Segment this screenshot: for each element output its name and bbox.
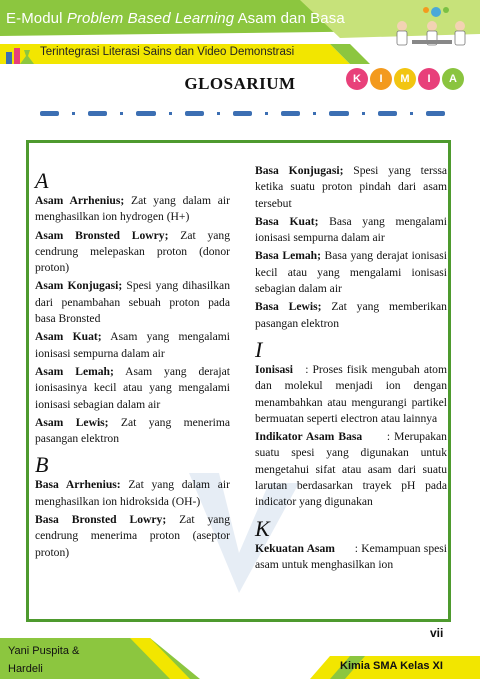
- glossary-definition: Spesi yang dihasilkan dari penambahan sebuah proton pada basa Bronsted: [35, 279, 233, 326]
- badge-letter: A: [442, 68, 464, 90]
- glossary-entry: [255, 362, 450, 427]
- glossary-term: Asam Konjugasi;: [35, 279, 123, 293]
- badge-letter: I: [370, 68, 392, 90]
- author-line-2: Hardeli: [8, 663, 43, 675]
- glossary-term: Asam Arrhenius;: [35, 194, 125, 207]
- glossary-definition: : Kemampuan spesi asam untuk menghasilkan ion: [255, 541, 450, 571]
- glossary-definition: : Merupakan suatu spesi yang digunakan untuk mengetahui sifat atau asam dari suatu larutan berdasarkan trayek pH pada indicator yang digunakan: [255, 430, 450, 509]
- glossary-definition: Zat yang cendrung melepaskan proton (donor proton): [35, 228, 233, 275]
- glossary-term: Asam Kuat;: [35, 330, 102, 344]
- glossary-column-left: [35, 143, 233, 563]
- glossary-term: Indikator Asam Basa: [255, 430, 363, 444]
- glossary-term: Asam Lemah;: [35, 364, 114, 378]
- glossary-term: Basa Konjugasi;: [255, 164, 344, 177]
- glossary-entry: [35, 329, 233, 362]
- glossary-term: Kekuatan Asam: [255, 541, 335, 555]
- glossary-term: Ionisasi: [255, 362, 294, 376]
- dash-separator: [40, 111, 445, 117]
- badge-letter: I: [418, 68, 440, 90]
- section-letter: B: [35, 452, 49, 478]
- glossary-term: Basa Arrhenius:: [35, 478, 121, 492]
- glossary-definition: Zat yang cendrung menerima proton (aseptor proton): [35, 513, 233, 559]
- glossary-entry: [35, 364, 233, 413]
- kimia-badge: [346, 68, 464, 88]
- section-letter: I: [255, 336, 263, 362]
- glossary-entry: [35, 193, 233, 226]
- glossary-term: Basa Lewis;: [255, 300, 322, 314]
- section-letter: K: [255, 515, 270, 541]
- glossary-term: Asam Lewis;: [35, 415, 109, 429]
- glossary-column-right: [255, 143, 450, 575]
- glossary-definition: : Proses fisik mengubah atom dan molekul menjadi ion dengan menambahkan atau mengurangi partikel bermuatan seperti electron atau lainnya: [255, 362, 450, 425]
- glossary-entry: [255, 429, 450, 510]
- glossary-entry: [35, 278, 233, 327]
- glossary-definition: Basa yang derajat ionisasi kecil atau yang mengalami ionisasi sebagian dalam air: [255, 249, 450, 296]
- glossary-term: Asam Bronsted Lowry;: [35, 228, 169, 242]
- glossary-entry: [255, 248, 450, 297]
- page-number: vii: [430, 626, 444, 640]
- glossary-definition: Spesi yang terssa ketika suatu proton pindah dari asam tersebut: [255, 164, 450, 210]
- glossary-definition: Basa yang mengalami ionisasi sempurna dalam air: [255, 214, 450, 245]
- glossary-entry: [35, 512, 233, 561]
- glossary-entry: [255, 299, 450, 332]
- badge-letter: M: [394, 68, 416, 90]
- page-title: GLOSARIUM: [184, 74, 296, 93]
- badge-letter: K: [346, 68, 368, 90]
- glossary-term: Basa Kuat;: [255, 214, 319, 228]
- glossary-definition: Zat yang menerima pasangan elektron: [35, 415, 233, 446]
- author-line-1: Yani Puspita &: [8, 645, 80, 657]
- glossary-entry: [255, 163, 450, 212]
- module-title: E-Modul Problem Based Learning Asam dan Basa: [6, 10, 345, 27]
- glossary-definition: Zat yang dalam air menghasilkan ion hydrogen (H+): [35, 194, 233, 224]
- glossary-definition: Zat yang memberikan pasangan elektron: [255, 300, 450, 330]
- section-letter: A: [35, 168, 49, 193]
- glossary-frame: [26, 140, 451, 622]
- glossary-entry: [255, 541, 450, 574]
- glossary-entry: [35, 415, 233, 448]
- glossary-definition: Zat yang dalam air menghasilkan ion hidroksida (OH-): [35, 478, 233, 508]
- glossary-definition: Asam yang derajat ionisasinya kecil atau yang mengalami ionisasi sebagian dalam air: [35, 364, 233, 411]
- glossary-entry: [255, 214, 450, 247]
- module-subtitle: Terintegrasi Literasi Sains dan Video Demonstrasi: [40, 46, 295, 58]
- author-credit: [8, 642, 79, 678]
- lab-logo-icon: [4, 44, 38, 66]
- glossary-term: Basa Bronsted Lowry;: [35, 513, 167, 527]
- glossary-entry: [35, 228, 233, 277]
- glossary-definition: Asam yang mengalami ionisasi sempurna dalam air: [35, 330, 233, 360]
- glossary-entry: [35, 477, 233, 510]
- course-label: Kimia SMA Kelas XI: [340, 660, 443, 672]
- glossary-term: Basa Lemah;: [255, 249, 321, 263]
